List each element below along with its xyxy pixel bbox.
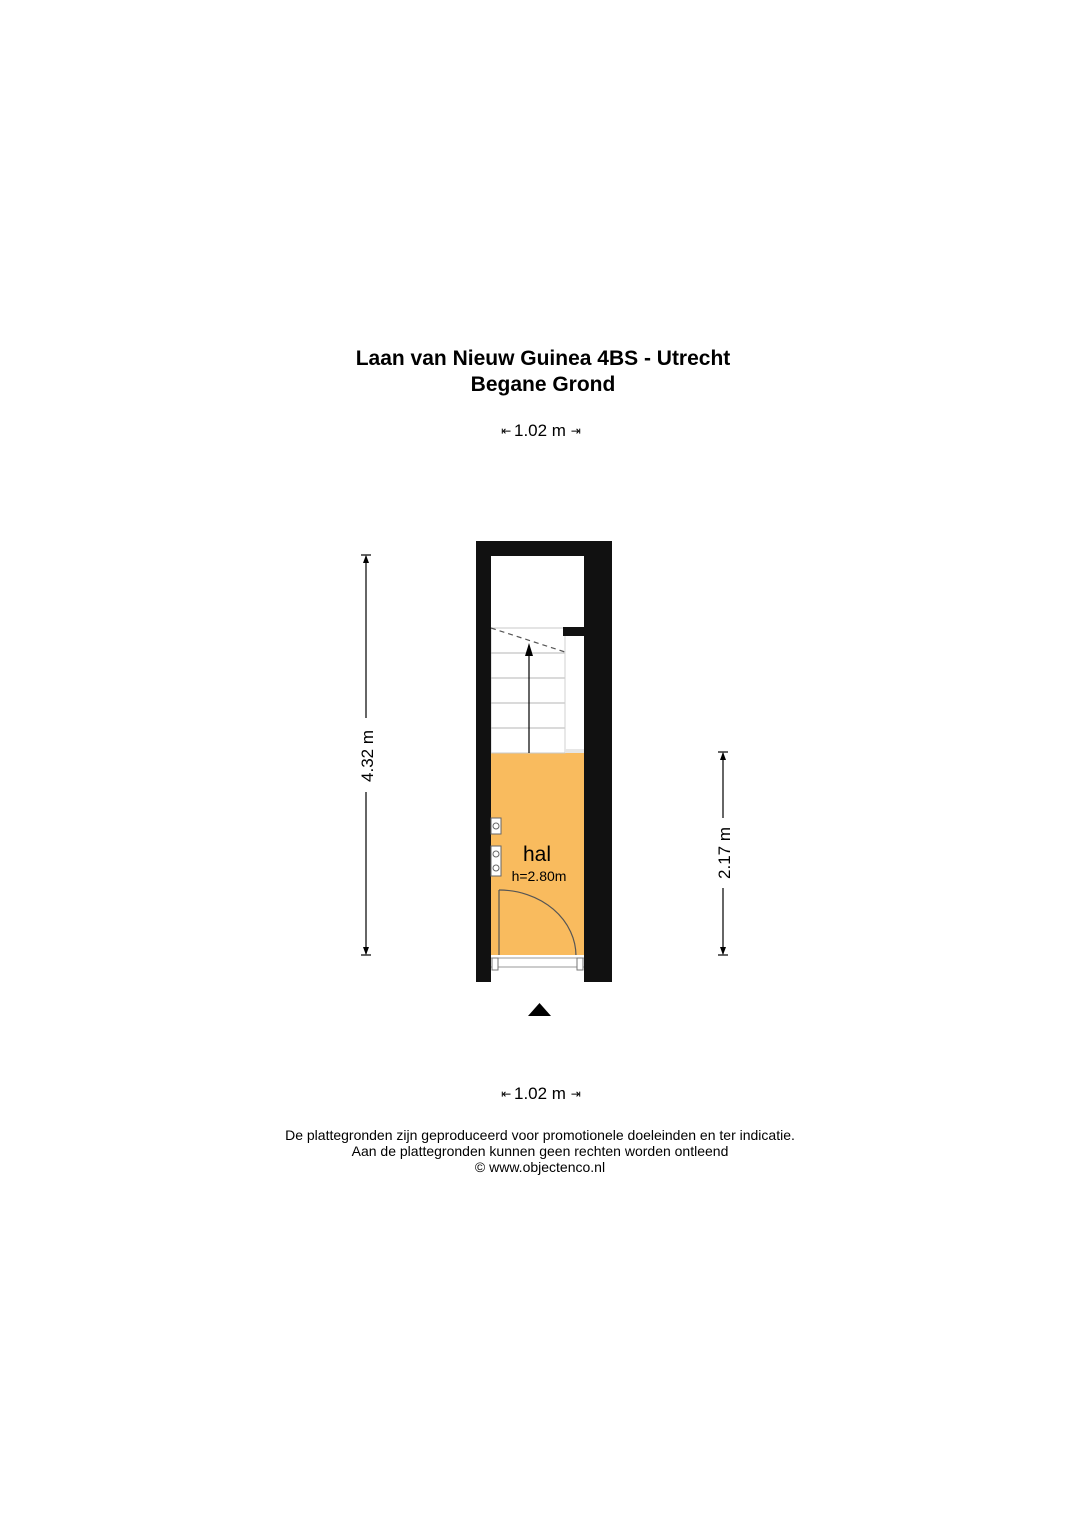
room-name: hal (522, 843, 552, 866)
staircase (491, 628, 585, 753)
left-height-dimension (358, 555, 377, 955)
entrance-triangle-icon (528, 1003, 551, 1016)
wall-ledge (563, 627, 585, 636)
dimension-arrow-icon: ⇥ (570, 1087, 579, 1101)
disclaimer-line-1: De plattegronden zijn geproduceerd voor promotionele doeleinden en ter indicatie. (285, 1127, 795, 1143)
wall-outlet-icon (491, 846, 501, 876)
bottom-width-label: 1.02 m (514, 1084, 566, 1103)
floor-name: Begane Grond (470, 373, 616, 396)
right-height-label: 2.17 m (715, 827, 734, 879)
dimension-arrow-icon: ⇥ (570, 424, 579, 438)
top-width-label: 1.02 m (514, 421, 566, 440)
copyright-line: © www.objectenco.nl (474, 1159, 606, 1175)
disclaimer (0, 1127, 1080, 1175)
disclaimer-line-2: Aan de plattegronden kunnen geen rechten worden ontleend (351, 1143, 729, 1159)
room-height: h=2.80m (511, 868, 567, 884)
bottom-width-dimension (0, 1084, 1080, 1104)
dimension-arrow-icon: ⇤ (501, 1087, 510, 1101)
wall-outlet-icon (491, 818, 501, 834)
dimension-arrow-icon: ⇤ (501, 424, 510, 438)
left-height-label: 4.32 m (358, 730, 377, 782)
right-height-dimension (715, 752, 734, 955)
plan-title: Laan van Nieuw Guinea 4BS - Utrecht (355, 347, 731, 370)
